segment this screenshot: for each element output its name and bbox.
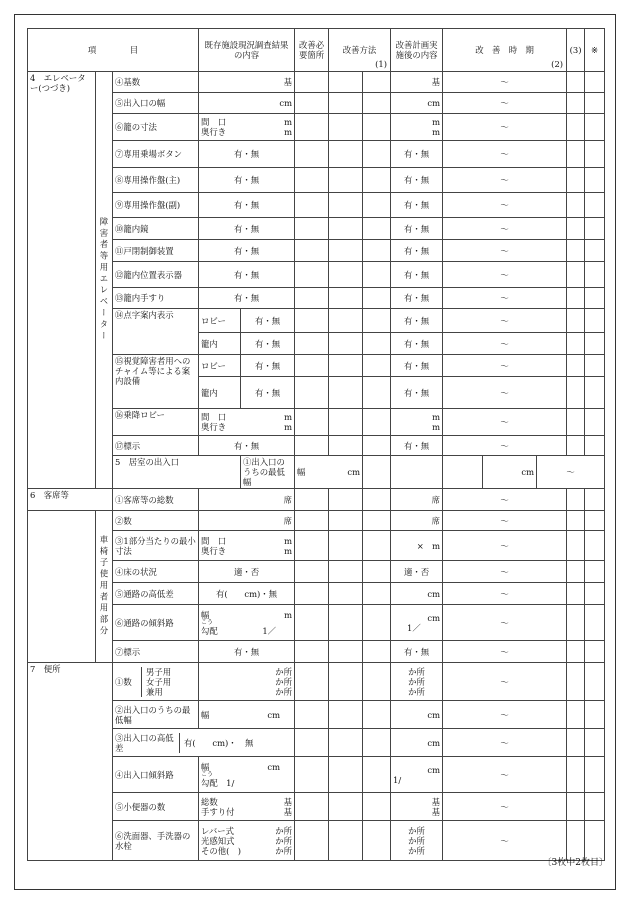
plan-value: 席 [391,511,443,531]
period-value: ～ [443,729,567,757]
period-value: ～ [443,72,567,93]
table-row [28,288,605,309]
row-label: ②数 [113,511,199,531]
plan-value: か所 か所 か所 [391,821,443,861]
plan-value: 有・無 [391,288,443,309]
table-row [28,605,605,641]
period-value: ～ [443,641,567,663]
table-row [28,240,605,262]
page-counter: 〔3枚中2枚目〕 [542,858,608,868]
row-label: ⑥籠の寸法 [113,114,199,141]
section-room-title: 5 居室の出入口 [113,456,241,489]
table-row [28,456,605,489]
survey-value: レバー式 か所 光感知式 か所 その他( ) か所 [199,821,295,861]
survey-value: 有・無 [199,193,295,218]
survey-value: 有・無 [241,333,295,355]
row-label: ⑦専用乗場ボタン [113,141,199,168]
plan-value: 有・無 [391,262,443,288]
plan-value: cm 1/ [391,757,443,793]
survey-value: 有・無 [199,240,295,262]
row-label: ④基数 [113,72,199,93]
survey-value: 有・無 [241,377,295,409]
plan-value: × m [391,531,443,561]
table-row [28,793,605,821]
survey-value: cm [199,93,295,114]
table-row [28,309,605,333]
table-row [28,409,605,436]
period-value: ～ [443,333,567,355]
table-row [28,93,605,114]
plan-value: cm [391,701,443,729]
period-value: ～ [443,793,567,821]
sub-label: ロビー [199,355,241,377]
survey-value: か所 か所 か所 [199,663,295,701]
plan-value: cm [391,729,443,757]
table-row [28,561,605,583]
survey-value: 席 [199,489,295,511]
survey-value: 有・無 [199,641,295,663]
period-value: ～ [443,141,567,168]
survey-value: 幅 cm [295,456,363,489]
survey-value: 有・無 [199,436,295,456]
table-row [28,663,605,701]
plan-value: 有・無 [391,641,443,663]
improvement-form-table [27,28,605,861]
row-label: ②出入口のうちの最低幅 [113,701,199,729]
table-row [28,641,605,663]
header-period: 改 善 時 期 (2) [443,29,567,72]
table-row [28,141,605,168]
row-label: ①出入口のうちの最低幅 [241,456,295,489]
table-row [28,757,605,793]
table-row [28,218,605,240]
survey-value: 席 [199,511,295,531]
plan-value: 有・無 [391,240,443,262]
header-survey: 既存施設現況調査結果の内容 [199,29,295,72]
survey-value: 有・無 [199,168,295,193]
row-label: ⑮視覚障害者用へのチャイム等による案内設備 [113,355,199,409]
period-value: ～ [443,309,567,333]
period-value: ～ [443,663,567,701]
period-value: ～ [443,605,567,641]
plan-value: 有・無 [391,218,443,240]
header-col3: (3) [567,29,585,72]
row-label: ⑪戸閉制御装置 [113,240,199,262]
period-value: ～ [443,531,567,561]
period-value: ～ [443,288,567,309]
plan-value: 有・無 [391,141,443,168]
table-row [28,436,605,456]
survey-value: 有・無 [241,309,295,333]
plan-value: 有・無 [391,436,443,456]
row-label: ⑤小便器の数 [113,793,199,821]
period-value: ～ [443,218,567,240]
header-mark: ※ [585,29,605,72]
sub-label: ロビー [199,309,241,333]
period-value: ～ [443,511,567,531]
period-value: ～ [443,561,567,583]
period-value: ～ [443,193,567,218]
table-row [28,262,605,288]
plan-value: 有・無 [391,168,443,193]
period-value: ～ [443,114,567,141]
table-row [28,511,605,531]
plan-value: 有・無 [391,355,443,377]
plan-value: m m [391,409,443,436]
plan-value: 基 基 [391,793,443,821]
period-value: ～ [443,93,567,114]
table-row [28,193,605,218]
row-label: ④床の状況 [113,561,199,583]
period-value: ～ [537,456,605,489]
survey-value: 基 [199,72,295,93]
period-value: ～ [443,240,567,262]
survey-value: 間 口 m 奥行き m [199,531,295,561]
period-value: ～ [443,701,567,729]
section-seat-sub: 車椅子使用者用部分 [96,511,113,663]
survey-value: 有・無 [241,355,295,377]
table-row [28,729,605,757]
plan-value: 有・無 [391,333,443,355]
header-item: 項 目 [28,29,199,72]
period-value: ～ [443,757,567,793]
header-plan: 改善計画実施後の内容 [391,29,443,72]
plan-value: cm [391,93,443,114]
row-label: ⑫籠内位置表示器 [113,262,199,288]
header-method: 改善方法 (1) [329,29,391,72]
survey-value: 幅 cm こう 勾配 1/ [199,757,295,793]
plan-value: cm [483,456,537,489]
survey-value: 有・無 [199,218,295,240]
section-elevator-title: 4 エレベーター(つづき) [28,72,96,489]
plan-value: m m [391,114,443,141]
row-label: ⑬籠内手すり [113,288,199,309]
plan-value: cm 1／ [391,605,443,641]
period-value: ～ [443,436,567,456]
survey-value: 幅 m こう 勾配 1／ [199,605,295,641]
table-row [28,701,605,729]
header-need: 改善必要箇所 [295,29,329,72]
row-label: ⑯乗降ロビー [113,409,199,436]
sub-label: 籠内 [199,333,241,355]
period-value: ～ [443,377,567,409]
row-label: ⑤通路の高低差 [113,583,199,605]
survey-value: 間 口 m 奥行き m [199,409,295,436]
row-label: ③1部分当たりの最小寸法 [113,531,199,561]
row-label: ⑥洗面器、手洗器の水栓 [113,821,199,861]
table-row [28,531,605,561]
row-label: ⑦標示 [113,641,199,663]
row-label: ④出入口傾斜路 [113,757,199,793]
survey-value: 有( cm)・無 [199,583,295,605]
table-row [28,583,605,605]
section-toilet-title: 7 便所 [28,663,113,861]
survey-value: 有・無 [199,288,295,309]
plan-value: 席 [391,489,443,511]
survey-value: 有・無 [199,141,295,168]
plan-value: cm [391,583,443,605]
row-label: ⑩籠内鏡 [113,218,199,240]
survey-value: 幅 cm [199,701,295,729]
section-seat-title: 6 客席等 [28,489,113,511]
table-row [28,355,605,377]
section-elevator-sub: 障害者等用エレベーター [96,72,113,489]
plan-value: 有・無 [391,193,443,218]
survey-value: 適・否 [199,561,295,583]
row-label: ⑭点字案内表示 [113,309,199,355]
plan-value: 適・否 [391,561,443,583]
table-row [28,489,605,511]
row-label: ⑧専用操作盤(主) [113,168,199,193]
row-label: ①数 男子用 女子用 兼用 [113,663,199,701]
table-row [28,114,605,141]
row-label: ③出入口の高低差 有( cm)・ 無 [113,729,295,757]
period-value: ～ [443,821,567,861]
sub-label: 籠内 [199,377,241,409]
row-label: ⑨専用操作盤(副) [113,193,199,218]
row-label: ①客席等の総数 [113,489,199,511]
period-value: ～ [443,168,567,193]
row-label: ⑤出入口の幅 [113,93,199,114]
plan-value: か所 か所 か所 [391,663,443,701]
plan-value: 有・無 [391,377,443,409]
row-label: ⑰標示 [113,436,199,456]
period-value: ～ [443,409,567,436]
plan-value: 基 [391,72,443,93]
table-row [28,168,605,193]
survey-value: 間 口 m 奥行き m [199,114,295,141]
period-value: ～ [443,262,567,288]
plan-value: 有・無 [391,309,443,333]
row-label: ⑥通路の傾斜路 [113,605,199,641]
table-row [28,821,605,861]
header-row [28,29,605,72]
period-value: ～ [443,355,567,377]
period-value: ～ [443,489,567,511]
survey-value: 総数 基 手すり付 基 [199,793,295,821]
period-value: ～ [443,583,567,605]
survey-value: 有・無 [199,262,295,288]
table-row [28,72,605,93]
